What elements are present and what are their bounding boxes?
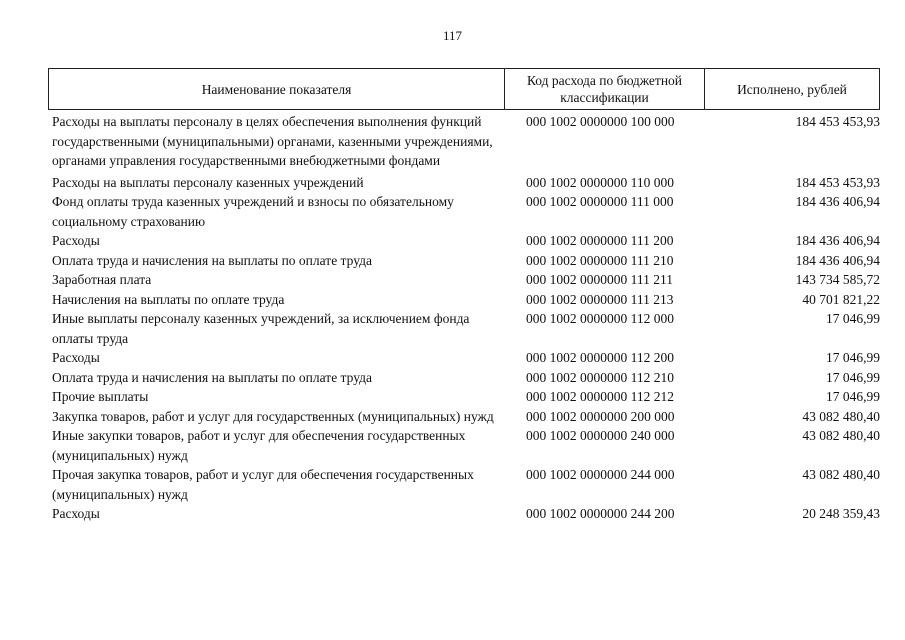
row-name: Заработная плата xyxy=(52,272,152,287)
row-code: 000 1002 0000000 100 000 xyxy=(526,114,675,129)
header-name-column: Наименование показателя xyxy=(49,69,505,109)
row-amount: 43 082 480,40 xyxy=(802,467,880,482)
row-name: Фонд оплаты труда казенных учреждений и взносы по обязательному социальному страхованию xyxy=(52,194,454,229)
header-code-column: Код расхода по бюджетной классификации xyxy=(505,69,705,109)
table-row xyxy=(48,290,880,310)
row-code: 000 1002 0000000 244 200 xyxy=(526,506,675,521)
row-name: Оплата труда и начисления на выплаты по оплате труда xyxy=(52,369,372,385)
row-code: 000 1002 0000000 111 200 xyxy=(526,233,674,248)
table-body xyxy=(48,112,880,524)
row-amount: 17 046,99 xyxy=(826,311,880,326)
table-row xyxy=(48,504,880,524)
row-amount: 43 082 480,40 xyxy=(802,408,880,424)
row-code: 000 1002 0000000 112 212 xyxy=(526,389,674,404)
row-name: Прочая закупка товаров, работ и услуг для обеспечения государственных (муниципальных) нужд xyxy=(52,467,474,502)
row-amount: 184 436 406,94 xyxy=(795,252,880,268)
table-row xyxy=(48,192,880,231)
table-row xyxy=(48,231,880,251)
row-name: Расходы на выплаты персоналу казенных учреждений xyxy=(52,174,364,190)
row-name: Начисления на выплаты по оплате труда xyxy=(52,291,285,307)
row-name: Иные выплаты персоналу казенных учреждений, за исключением фонда оплаты труда xyxy=(52,311,470,346)
table-row xyxy=(48,368,880,388)
table-row xyxy=(48,407,880,427)
row-amount: 17 046,99 xyxy=(826,389,880,404)
row-name: Иные закупки товаров, работ и услуг для обеспечения государственных (муниципальных) нужд xyxy=(52,428,466,463)
table-row xyxy=(48,426,880,465)
row-amount: 184 453 453,93 xyxy=(795,174,880,190)
row-amount: 17 046,99 xyxy=(826,350,880,365)
row-code: 000 1002 0000000 244 000 xyxy=(526,467,675,482)
row-code: 000 1002 0000000 112 210 xyxy=(526,369,674,385)
row-amount: 143 734 585,72 xyxy=(795,272,880,287)
row-name: Расходы xyxy=(52,233,100,248)
row-name: Расходы на выплаты персоналу в целях обеспечения выполнения функций государственными (муниципальными) органами, казенными учреждениями, органами управления государственными внебюджетными фондами xyxy=(52,114,493,168)
row-amount: 43 082 480,40 xyxy=(802,428,880,443)
table-row xyxy=(48,309,880,348)
row-amount: 184 436 406,94 xyxy=(795,194,880,209)
row-code: 000 1002 0000000 240 000 xyxy=(526,428,675,443)
row-name: Оплата труда и начисления на выплаты по оплате труда xyxy=(52,252,372,268)
header-amount-column: Исполнено, рублей xyxy=(737,81,847,97)
row-code: 000 1002 0000000 112 000 xyxy=(526,311,674,326)
row-amount: 184 453 453,93 xyxy=(795,114,880,129)
table-header xyxy=(48,68,880,110)
table-row xyxy=(48,173,880,193)
row-name: Расходы xyxy=(52,506,100,521)
page-number: 117 xyxy=(442,28,463,43)
row-code: 000 1002 0000000 111 213 xyxy=(526,291,674,307)
row-name: Закупка товаров, работ и услуг для государственных (муниципальных) нужд xyxy=(52,408,494,424)
row-code: 000 1002 0000000 111 211 xyxy=(526,272,673,287)
row-code: 000 1002 0000000 110 000 xyxy=(526,174,674,190)
row-code: 000 1002 0000000 111 000 xyxy=(526,194,674,209)
row-code: 000 1002 0000000 112 200 xyxy=(526,350,674,365)
table-row xyxy=(48,251,880,271)
row-amount: 20 248 359,43 xyxy=(802,506,880,521)
table-row xyxy=(48,348,880,368)
table-row xyxy=(48,112,880,171)
row-code: 000 1002 0000000 111 210 xyxy=(526,252,674,268)
row-code: 000 1002 0000000 200 000 xyxy=(526,408,675,424)
row-amount: 184 436 406,94 xyxy=(795,233,880,248)
table-row xyxy=(48,387,880,407)
row-amount: 17 046,99 xyxy=(826,369,880,385)
table-row xyxy=(48,465,880,504)
row-amount: 40 701 821,22 xyxy=(802,291,880,307)
table-row xyxy=(48,270,880,290)
row-name: Прочие выплаты xyxy=(52,389,149,404)
row-name: Расходы xyxy=(52,350,100,365)
